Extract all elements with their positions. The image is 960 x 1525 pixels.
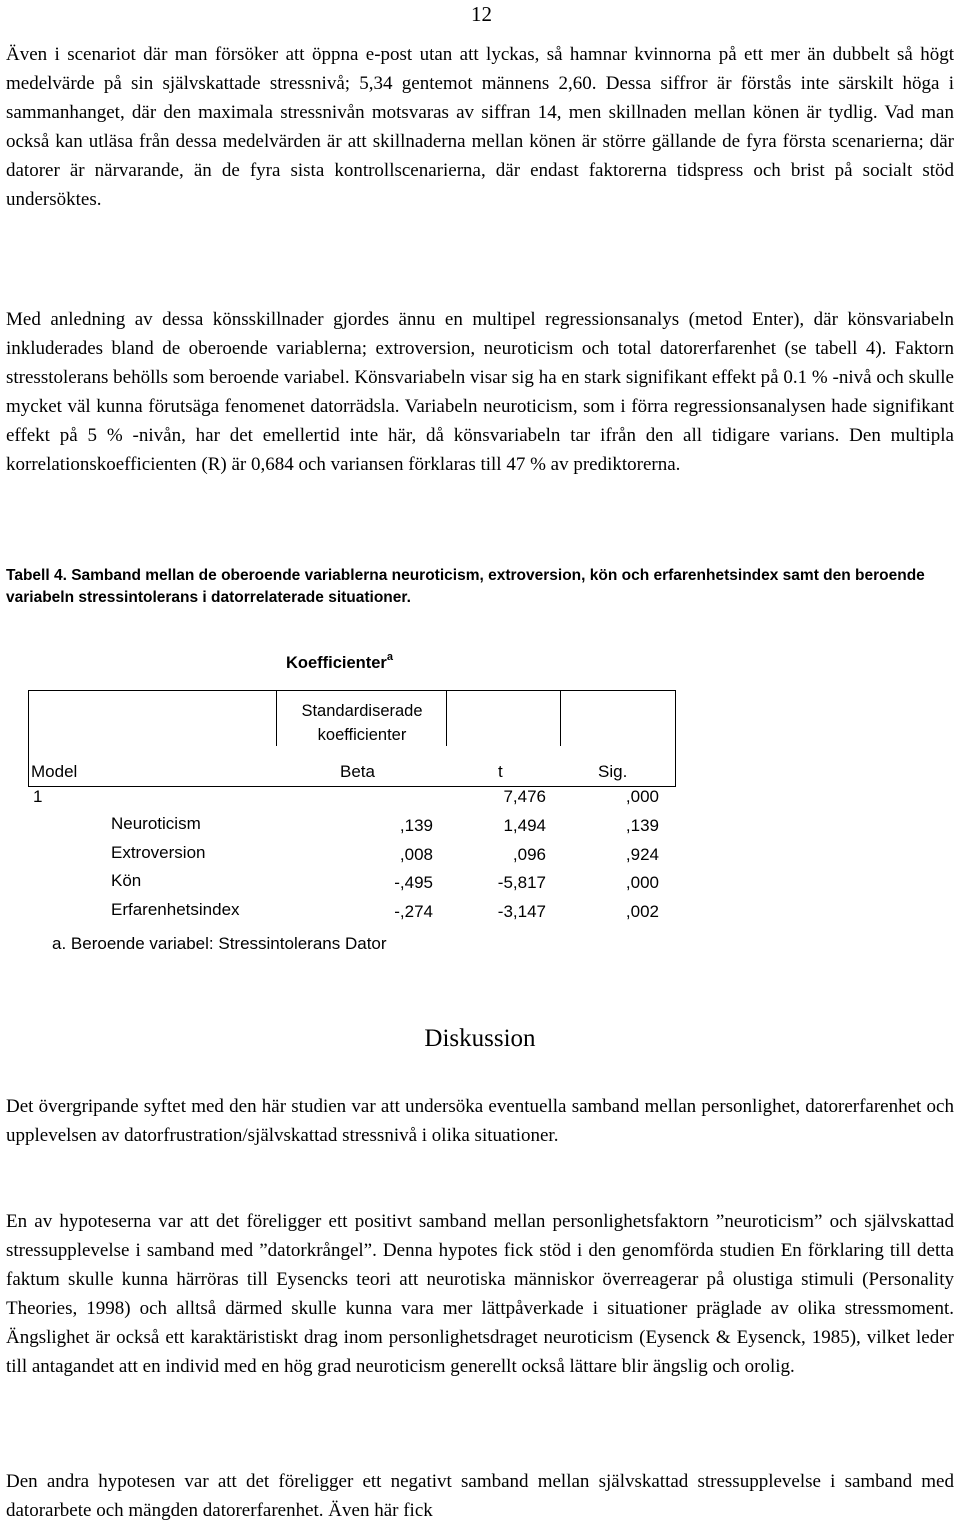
header-t: t [498,762,503,781]
table-footnote-marker: a. [52,934,67,953]
table-divider-1 [276,690,277,746]
table-divider-3 [560,690,561,746]
std-coef-header-line2: koefficienter [317,726,407,744]
paragraph-hypothesis-one: En av hypoteserna var att det föreligger ett positivt samband mellan personlighetsfaktorn ”neuroticism” och självskattad stressupplevelse i samband med ”datorkrångel”. Denna hypotes fick stöd i den genomförda studien En förklaring till detta faktum skulle kunna härröras till Eysencks teori att neurotiska människor överreagerar på olustiga stimuli (Personality Theories, 1998) och alltså därmed skulle kunna vara mer lättpåverkade i situationer präglade av olika stressmoment. Ängslighet är också ett karaktäristiskt drag inom personlighetsdraget neuroticism (Eysenck & Eysenck, 1985), vilket leder till antagandet att en individ med en hög grad neuroticism generellt också lättare blir ängslig och orolig. [6,1211,954,1377]
table-footnote-text: Beroende variabel: Stressintolerans Dator [70,934,387,953]
row-t-kon: -5,817 [497,873,546,892]
row-label-erfarenhetsindex: Erfarenhetsindex [111,900,240,919]
row-t-neuroticism: 1,494 [503,816,546,835]
table-title-superscript: a [386,651,393,663]
row-beta-neuroticism: ,139 [399,816,433,835]
std-coef-header-line1: Standardiserade [301,702,423,720]
table-caption [6,565,956,609]
header-sig: Sig. [598,762,628,781]
page-number: 12 [471,2,492,26]
header-model: Model [31,762,78,781]
header-beta: Beta [340,762,375,781]
row-sig-extroversion: ,924 [625,845,659,864]
table-caption-label: Tabell 4. [6,567,67,584]
table-caption-text: Samband mellan de oberoende variablerna neuroticism, extroversion, kön och erfarenhetsindex samt den beroende variabeln stressintolerans i datorrelaterade situationer. [6,567,925,606]
table-right-border [675,690,676,786]
constant-t: 7,476 [503,787,546,806]
row-beta-kon: -,495 [394,873,433,892]
paragraph-hypothesis-two: Den andra hypotesen var att det föreligger ett negativt samband mellan självskattad stressupplevelse i samband med datorarbete och mängden datorerfarenhet. Även här fick [6,1471,954,1521]
row-label-kon: Kön [111,871,142,890]
row-beta-extroversion: ,008 [399,845,433,864]
row-label-neuroticism: Neuroticism [111,814,201,833]
row-sig-erfarenhetsindex: ,002 [625,902,659,921]
paragraph-regression: Med anledning av dessa könsskillnader gjordes ännu en multipel regressionsanalys (metod Enter), där könsvariabeln inkluderades bland de oberoende variablerna; extroversion, neuroticism och total datorerfarenhet (se tabell 4). Faktorn stresstolerans behölls som beroende variabel. Könsvariabeln visar sig ha en stark signifikant effekt på 0.1 % -nivå och skulle mycket väl kunna förutsäga fenomenet datorrädsla. Variabeln neuroticism, som i förra regressionsanalysen hade signifikant effekt på 5 % -nivån, har det emellertid inte här, då könsvariabeln tar ifrån den all tidigare varians. Den multipla korrelationskoefficienten (R) är 0,684 och variansen förklaras till 47 % av prediktorerna. [6,309,954,475]
table-left-border [28,690,29,786]
table-footnote [52,934,387,954]
table-title [286,651,393,673]
table-title-text: Koefficienter [286,654,387,672]
model-number: 1 [33,787,43,806]
paragraph-scenario-results: Även i scenariot där man försöker att öppna e-post utan att lyckas, så hamnar kvinnorna på ett mer än dubbelt så högt medelvärde på sin självskattade stressnivå; 5,34 gentemot männens 2,60. Dessa siffror är förstås inte särskilt höga i sammanhanget, där den maximala stressnivån motsvaras av siffran 14, men skillnaden mellan könen är tydlig. Vad man också kan utläsa från dessa medelvärden är att skillnaderna mellan könen är större gällande de fyra första scenarierna; där datorer är närvarande, än de fyra sista kontrollscenarierna, där endast faktorerna tidspress och brist på socialt stöd undersöktes. [6,44,954,210]
row-t-erfarenhetsindex: -3,147 [497,902,546,921]
section-heading: Diskussion [424,1025,536,1052]
row-sig-kon: ,000 [625,873,659,892]
row-beta-erfarenhetsindex: -,274 [394,902,433,921]
row-t-extroversion: ,096 [512,845,546,864]
paragraph-purpose: Det övergripande syftet med den här studien var att undersöka eventuella samband mellan personlighet, datorerfarenhet och upplevelsen av datorfrustration/självskattad stressnivå i olika situationer. [6,1096,954,1146]
std-coef-header [287,699,437,747]
table-divider-2 [446,690,447,746]
constant-sig: ,000 [625,787,659,806]
row-label-extroversion: Extroversion [111,843,206,862]
row-sig-neuroticism: ,139 [625,816,659,835]
table-top-border [28,690,676,691]
